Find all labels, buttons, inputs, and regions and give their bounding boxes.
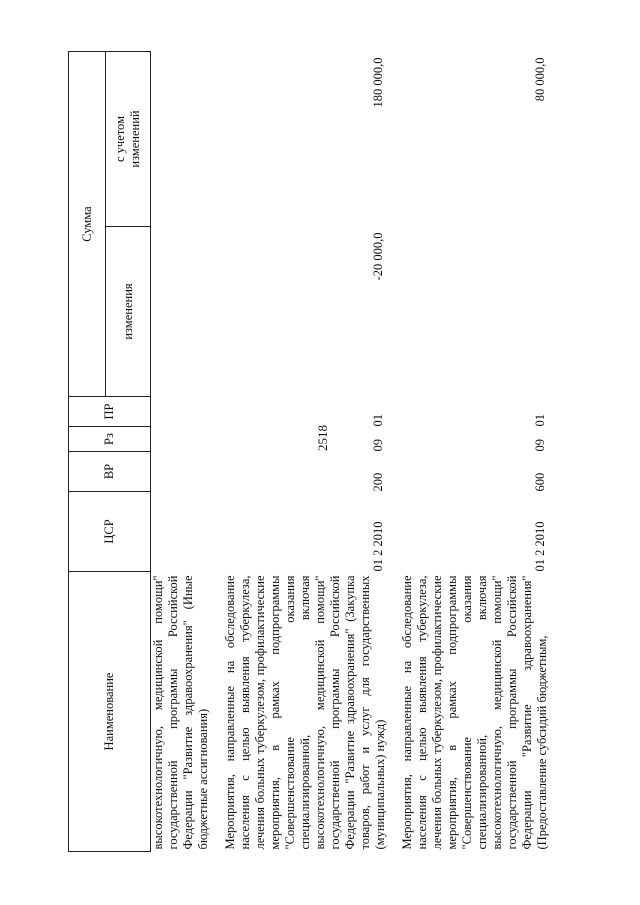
table-row — [400, 52, 550, 852]
row-csr — [151, 492, 212, 572]
row-pr: 01 — [533, 414, 547, 427]
row-name — [151, 572, 212, 852]
row-name — [400, 572, 550, 852]
header-with-changes — [106, 52, 151, 227]
row-pr: 01 — [371, 414, 385, 427]
row-name-text: Мероприятия, направленные на обследование населения с целью выявления туберкулеза, лечения больных туберкулезом, профилактические мероприятия, в рамках подпрограммы "Совершенствование оказания специализированной, включая высокотехнологичную, медицинской помощи" государственной программы Российской Федерации "Развитие здравоохранения" (Предоставление субсидий бюджетным, — [400, 575, 549, 850]
header-rz: Рз — [69, 427, 151, 452]
header-name: Наименование — [69, 572, 151, 852]
header-with-changes-line2: изменений — [128, 110, 142, 168]
row-change — [151, 227, 212, 397]
row-rz — [151, 427, 212, 452]
page-number: 2518 — [315, 425, 330, 451]
header-vr: ВР — [69, 452, 151, 492]
row-vr — [151, 452, 212, 492]
row-name-text: высокотехнологичную, медицинской помощи" государственной программы Российской Федерации "Развитие здравоохранения" (Иные бюджетные ассигнования) — [151, 575, 210, 850]
header-change: изменения — [106, 227, 151, 397]
row-vr: 200 — [371, 472, 385, 492]
row-pr — [151, 397, 212, 427]
row-rz: 09 — [533, 439, 547, 452]
row-with-changes: 180 000,0 — [371, 57, 385, 108]
row-change: -20 000,0 — [371, 232, 385, 281]
header-csr: ЦСР — [69, 492, 151, 572]
row-rz: 09 — [371, 439, 385, 452]
budget-table — [68, 51, 550, 852]
header-sum: Сумма — [69, 52, 106, 397]
row-vr: 600 — [533, 472, 547, 492]
row-change — [400, 227, 550, 397]
row-csr: 01 2 2010 — [533, 521, 547, 572]
table-row — [151, 52, 212, 852]
rotated-page-content — [68, 52, 628, 852]
row-with-changes: 80 000,0 — [533, 57, 547, 102]
header-with-changes-line1: с учетом — [113, 116, 127, 162]
table-body — [151, 52, 551, 852]
row-csr: 01 2 2010 — [371, 521, 385, 572]
row-name — [223, 572, 388, 852]
row-with-changes — [151, 52, 212, 227]
row-name-text: Мероприятия, направленные на обследование населения с целью выявления туберкулеза, лечения больных туберкулезом, профилактические мероприятия, в рамках подпрограммы "Совершенствование оказания специализированной, включая высокотехнологичную, медицинской помощи" государственной программы Российской Федерации "Развитие здравоохранения" (Закупка товаров, работ и услуг для государственных (муниципальных) нужд) — [223, 575, 387, 850]
table-row — [223, 52, 388, 852]
table-header — [69, 52, 151, 852]
header-pr: ПР — [69, 397, 151, 427]
